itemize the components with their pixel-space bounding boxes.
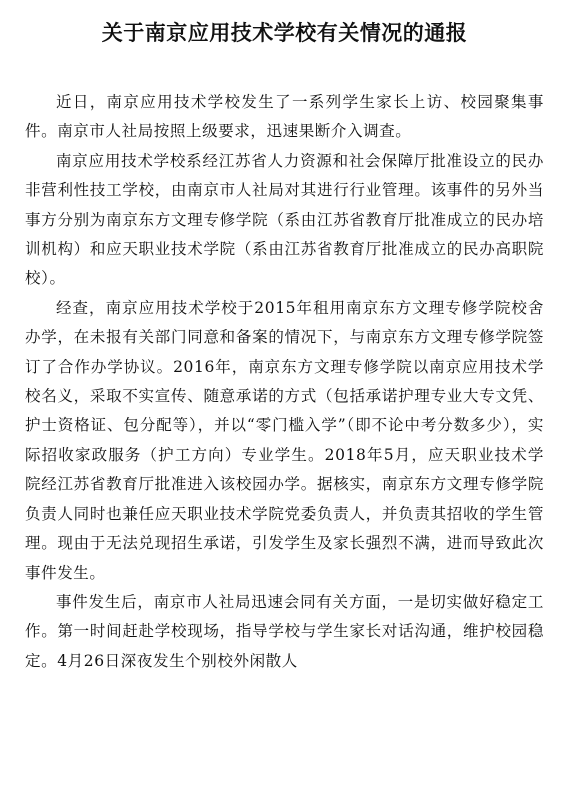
document-body <box>25 88 544 676</box>
document-title: 关于南京应用技术学校有关情况的通报 <box>101 21 468 45</box>
paragraph-2: 南京应用技术学校系经江苏省人力资源和社会保障厅批准设立的民办非营利性技工学校，由南京市人社局对其进行行业管理。该事件的另外当事方分别为南京东方文理专修学院（系由江苏省教育厅批准成立的民办培训机构）和应天职业技术学院（系由江苏省教育厅批准成立的民办高职院校）。 <box>25 151 544 288</box>
paragraph-3: 经查，南京应用技术学校于2015年租用南京东方文理专修学院校舍办学，在未报有关部门同意和备案的情况下，与南京东方文理专修学院签订了合作办学协议。2016年，南京东方文理专修学院以南京应用技术学校名义，采取不实宣传、随意承诺的方式（包括承诺护理专业大专文凭、护士资格证、包分配等），并以“零门槛入学”（即不论中考分数多少），实际招收家政服务（护工方向）专业学生。2018年5月，应天职业技术学院经江苏省教育厅批准进入该校园办学。据核实，南京东方文理专修学院负责人同时也兼任应天职业技术学院党委负责人，并负责其招收的学生管理。现由于无法兑现招生承诺，引发学生及家长强烈不满，进而导致此次事件发生。 <box>25 298 544 582</box>
paragraph-4: 事件发生后，南京市人社局迅速会同有关方面，一是切实做好稳定工作。第一时间赶赴学校现场，指导学校与学生家长对话沟通，维护校园稳定。4月26日深夜发生个别校外闲散人 <box>25 592 544 670</box>
paragraph-1: 近日，南京应用技术学校发生了一系列学生家长上访、校园聚集事件。南京市人社局按照上级要求，迅速果断介入调查。 <box>25 93 544 141</box>
